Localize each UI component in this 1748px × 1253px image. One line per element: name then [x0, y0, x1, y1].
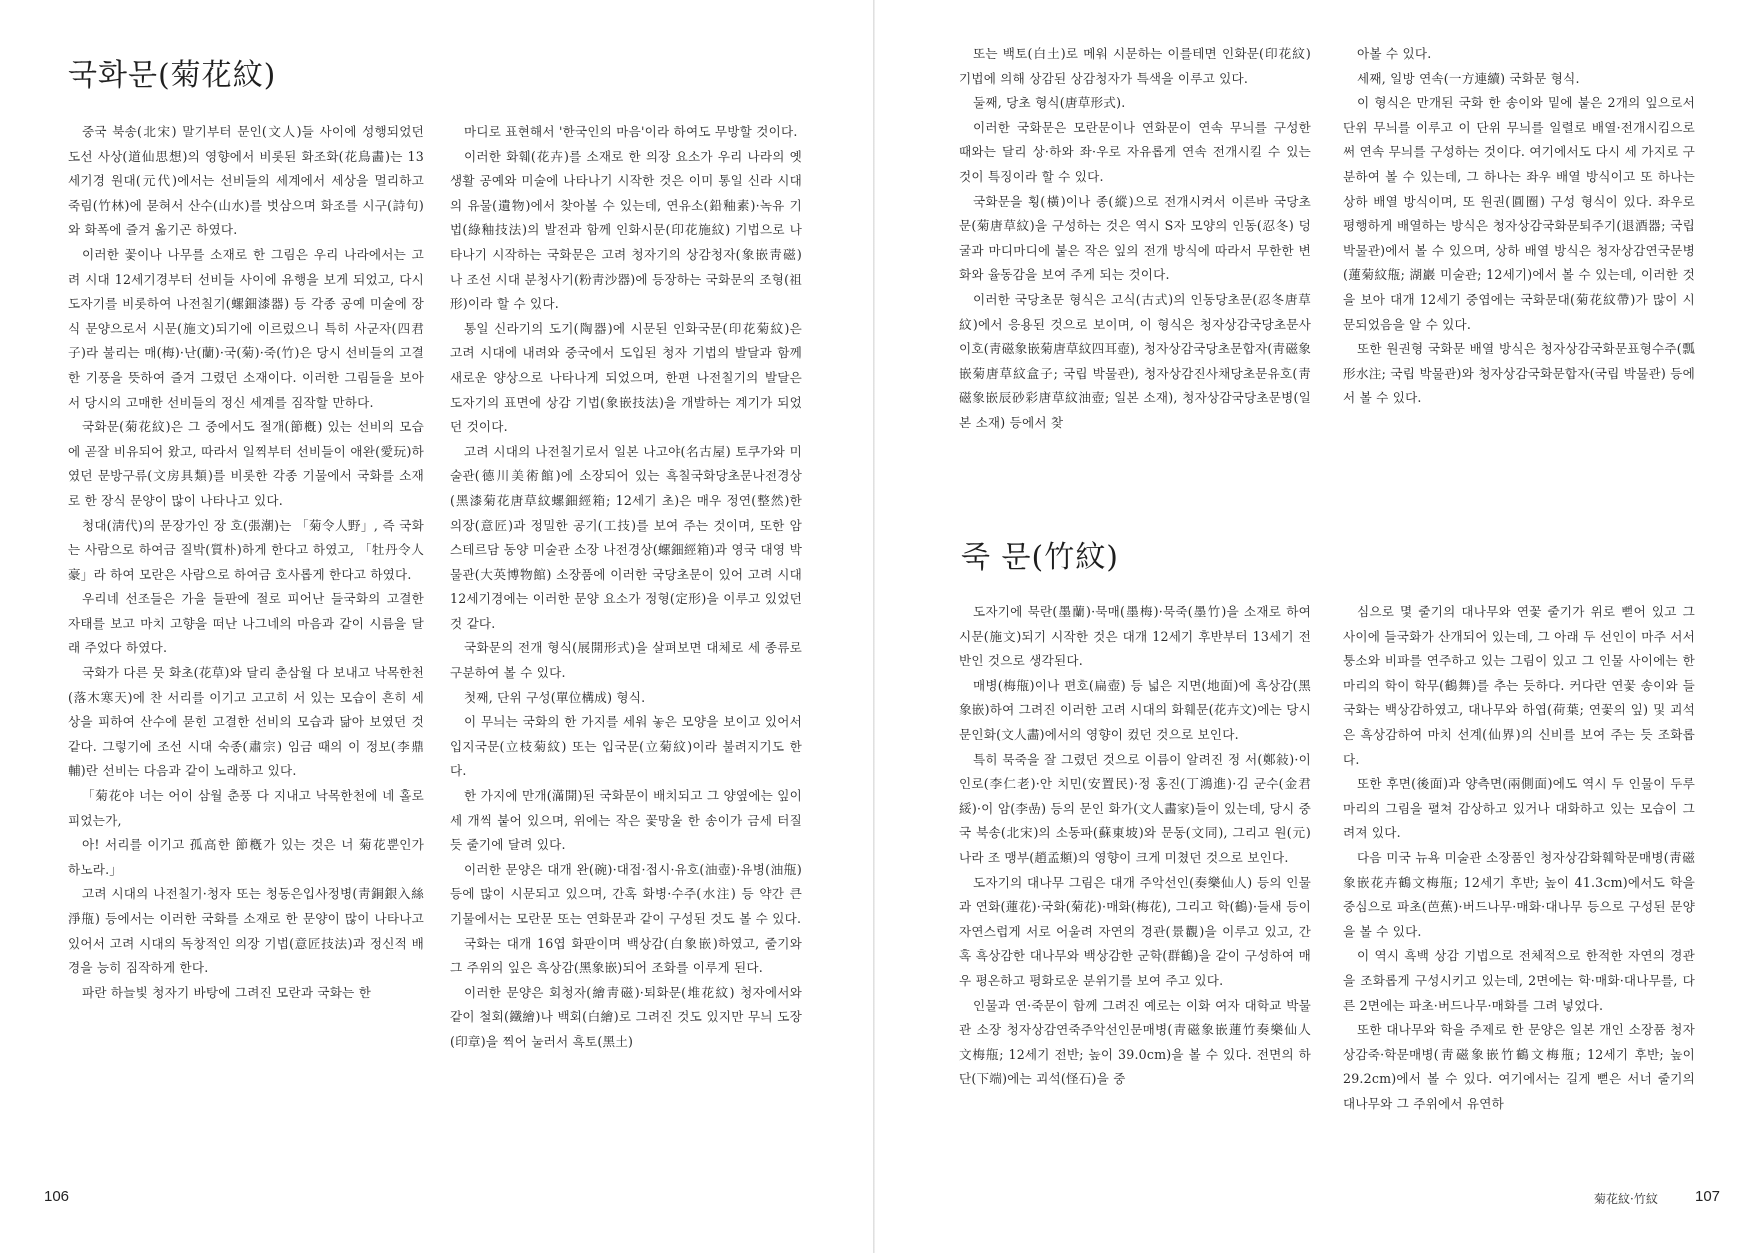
paragraph: 또는 백토(白土)로 메워 시문하는 이를테면 인화문(印花紋) 기법에 의해 상감된 상감청자가 특색을 이루고 있다. [959, 46, 1311, 86]
paragraph: 이 형식은 만개된 국화 한 송이와 밑에 붙은 2개의 잎으로서 단위 무늬를 이루고 이 단위 무늬를 일렬로 배열·전개시킴으로써 연속 무늬를 구성하는 것이다. 여기에서도 다시 세 가지로 구분하여 볼 수 있는데, 그 하나는 좌우 배열 방식이고 또 하나는 상하 배열 방식이며, 또 원권(圓圈) 구성 형식이 있다. 좌우로 평행하게 배열하는 방식은 청자상감국화문퇴주기(退酒器; 국립 박물관)에서 볼 수 있으며, 상하 배열 방식은 청자상감연국문병(蓮菊紋甁; 湖巖 미술관; 12세기)에서 볼 수 있는데, 이러한 것을 보아 대개 12세기 중엽에는 국화문대(菊花紋帶)가 많이 시문되었음을 알 수 있다. [1343, 95, 1695, 332]
paragraph: 국화가 다른 뭇 화초(花草)와 달리 춘삼월 다 보내고 낙목한천(落木寒天)에 찬 서리를 이기고 고고히 서 있는 모습이 흔히 세상을 피하여 산수에 묻힌 고결한 선비의 모습과 닮아 보였던 것 같다. 그렇기에 조선 시대 숙종(肅宗) 임금 때의 이 정보(李鼎輔)란 선비는 다음과 같이 노래하고 있다. [68, 665, 424, 779]
paragraph: 이러한 문양은 회청자(繪靑磁)·퇴화문(堆花紋) 청자에서와 같이 철회(鐵繪)나 백회(白繪)로 그려진 것도 있지만 무늬 도장(印章)을 찍어 눌러서 흑토(黑土) [450, 984, 802, 1049]
paragraph: 이 역시 흑백 상감 기법으로 전체적으로 한적한 자연의 경관을 조화롭게 구성시키고 있는데, 2면에는 학·매화·대나무를, 다른 2면에는 파초·버드나무·매화를 그려 넣었다. [1343, 948, 1695, 1013]
right-page [875, 0, 1748, 1253]
paragraph: 국화문의 전개 형식(展開形式)을 살펴보면 대체로 세 종류로 구분하여 볼 수 있다. [450, 640, 802, 681]
paragraph: 이러한 문양은 대개 완(碗)·대접·접시·유호(油壺)·유병(油甁) 등에 많이 시문되고 있으며, 간혹 화병·수주(水注) 등 약간 큰 기물에서는 모란문 또는 연화문과 같이 구성된 것도 볼 수 있다. [450, 861, 802, 926]
paragraph: 중국 북송(北宋) 말기부터 문인(文人)들 사이에 성행되었던 도선 사상(道仙思想)의 영향에서 비롯된 화조화(花鳥畵)는 13세기경 원대(元代)에서는 선비들의 세계에서 세상을 멀리하고 죽림(竹林)에 묻혀서 산수(山水)를 벗삼으며 화조를 시구(詩句)와 화폭에 즐겨 옮기곤 하였다. [68, 124, 424, 238]
right-column-3 [959, 600, 1311, 1160]
paragraph: 도자기에 묵란(墨蘭)·묵매(墨梅)·묵죽(墨竹)을 소재로 하여 시문(施文)되기 시작한 것은 대개 12세기 후반부터 13세기 전반인 것으로 생각된다. [959, 604, 1311, 669]
paragraph: 특히 묵죽을 잘 그렸던 것으로 이름이 알려진 정 서(鄭敍)·이 인로(李仁老)·안 치민(安置民)·정 홍진(丁鴻進)·김 군수(金君綏)·이 암(李嵒) 등의 문인 화가(文人畵家)들이 있는데, 당시 중국 북송(北宋)의 소동파(蘇東坡)와 문동(文同), 그리고 원(元) 나라 조 맹부(趙孟頫)의 영향이 크게 미쳤던 것으로 보인다. [959, 751, 1311, 865]
right-column-1 [959, 42, 1311, 472]
paragraph: 심으로 몇 줄기의 대나무와 연꽃 줄기가 위로 뻗어 있고 그 사이에 들국화가 산개되어 있는데, 그 아래 두 선인이 마주 서서 퉁소와 비파를 연주하고 있는 그림이 있고 그 인물 사이에는 한 마리의 학이 학무(鶴舞)를 추는 듯하다. 커다란 연꽃 송이와 들국화는 백상감하였고, 대나무와 하엽(荷葉; 연꽃의 잎) 및 괴석은 흑상감하여 마치 선계(仙界)의 신비를 보여 주는 듯 조화롭다. [1343, 604, 1695, 767]
paragraph: 도자기의 대나무 그림은 대개 주악선인(奏樂仙人) 등의 인물과 연화(蓮花)·국화(菊花)·매화(梅花), 그리고 학(鶴)·들새 등이 자연스럽게 서로 어울려 자연의 경관(景觀)을 이루고 있고, 간혹 흑상감한 대나무와 백상감한 군학(群鶴)을 같이 구성하여 매우 평온하고 평화로운 분위기를 보여 주고 있다. [959, 874, 1311, 988]
running-head: 菊花紋·竹紋 [1594, 1192, 1658, 1206]
paragraph: 인물과 연·죽문이 함께 그려진 예로는 이화 여자 대학교 박물관 소장 청자상감연죽주악선인문매병(靑磁象嵌蓮竹奏樂仙人文梅甁; 12세기 전반; 높이 39.0cm)을 볼 수 있다. 전면의 하단(下端)에는 괴석(怪石)을 중 [959, 997, 1311, 1087]
paragraph: 국화문을 횡(橫)이나 종(縱)으로 전개시켜서 이른바 국당초문(菊唐草紋)을 구성하는 것은 역시 S자 모양의 인동(忍冬) 덩굴과 마디마디에 붙은 작은 잎의 전개 방식에 따라서 무한한 변화와 율동감을 보여 주게 되는 것이다. [959, 193, 1311, 283]
paragraph: 「菊花야 너는 어이 삼월 춘풍 다 지내고 낙목한천에 네 홀로 피었는가, [68, 788, 424, 828]
paragraph: 국화문(菊花紋)은 그 중에서도 절개(節槪) 있는 선비의 모습에 곧잘 비유되어 왔고, 따라서 일찍부터 선비들이 애완(愛玩)하였던 문방구류(文房具類)를 비롯한 각종 기물에서 국화를 소재로 한 장식 문양이 많이 나타나고 있다. [68, 419, 424, 508]
paragraph: 둘째, 당초 형식(唐草形式). [973, 95, 1126, 111]
section-title-chrysanthemum: 국화문(菊花紋) [68, 58, 277, 93]
paragraph: 마디로 표현해서 '한국인의 마음'이라 하여도 무방할 것이다. [464, 124, 798, 139]
paragraph: 국화는 대개 16엽 화판이며 백상감(白象嵌)하였고, 줄기와 그 주위의 잎은 흑상감(黑象嵌)되어 조화를 이루게 된다. [450, 935, 802, 976]
paragraph: 아볼 수 있다. [1357, 46, 1432, 61]
paragraph: 한 가지에 만개(滿開)된 국화문이 배치되고 그 양옆에는 잎이 세 개씩 붙어 있으며, 위에는 작은 꽃망울 한 송이가 금세 터질 듯 줄기에 달려 있다. [450, 788, 802, 853]
paragraph: 통일 신라기의 도기(陶器)에 시문된 인화국문(印花菊紋)은 고려 시대에 내려와 중국에서 도입된 청자 기법의 발달과 함께 새로운 양상으로 나타나게 되었으며, 한편 나전칠기의 발달은 도자기의 표면에 상감 기법(象嵌技法)을 개발하는 계기가 되었던 것이다. [450, 320, 802, 435]
paragraph: 이러한 꽃이나 나무를 소재로 한 그림은 우리 나라에서는 고려 시대 12세기경부터 선비들 사이에 유행을 보게 되었고, 다시 도자기를 비롯하여 나전칠기(螺鈿漆器) 등 각종 공예 미술에 장식 문양으로서 시문(施文)되기에 이르렀으니 특히 사군자(四君子)라 불리는 매(梅)·난(蘭)·국(菊)·죽(竹)은 당시 선비들의 고결한 기풍을 뜻하여 즐겨 그렸던 소재이다. 이러한 그림들을 보아서 당시의 고매한 선비들의 정신 세계를 짐작할 만하다. [68, 246, 424, 410]
paragraph: 이러한 화훼(花卉)를 소재로 한 의장 요소가 우리 나라의 옛 생활 공예와 미술에 나타나기 시작한 것은 이미 통일 신라 시대의 유물(遺物)에서 찾아볼 수 있는데, 연유소(鉛釉素)·녹유 기법(綠釉技法)의 발전과 함께 인화시문(印花施紋) 기법으로 나타나기 시작하는 국화문은 고려 청자기의 상감청자(象嵌靑磁)나 조선 시대 분청사기(粉靑沙器)에 등장하는 국화문의 조형(祖形)이라 할 수 있다. [450, 148, 802, 312]
paragraph: 다음 미국 뉴욕 미술관 소장품인 청자상감화훼학문매병(靑磁象嵌花卉鶴文梅甁; 12세기 후반; 높이 41.3cm)에서도 학을 중심으로 파초(芭蕉)·버드나무·매화·대나무 등으로 구성된 문양을 볼 수 있다. [1343, 849, 1695, 939]
right-column-2 [1343, 42, 1695, 472]
left-column-2 [450, 120, 802, 1080]
left-page [0, 0, 873, 1253]
paragraph: 이러한 국화문은 모란문이나 연화문이 연속 무늬를 구성한 때와는 달리 상·하와 좌·우로 자유롭게 연속 전개시킬 수 있는 것이 특징이라 할 수 있다. [959, 119, 1311, 184]
left-column-1 [68, 120, 424, 1080]
paragraph: 우리네 선조들은 가을 들판에 절로 피어난 들국화의 고결한 자태를 보고 마치 고향을 떠난 나그네의 마음과 같이 시름을 달래 주었다 하였다. [68, 591, 424, 656]
page-number-left: 106 [44, 1188, 70, 1205]
page-number-right: 107 [1695, 1188, 1721, 1205]
paragraph: 아! 서리를 이기고 孤高한 節槪가 있는 것은 너 菊花뿐인가 하노라.」 [68, 837, 424, 877]
paragraph: 또한 후면(後面)과 양측면(兩側面)에도 역시 두 인물이 두루마리의 그림을 펼쳐 감상하고 있거나 대화하고 있는 모습이 그려져 있다. [1343, 776, 1695, 841]
paragraph: 파란 하늘빛 청자기 바탕에 그려진 모란과 국화는 한 [82, 984, 372, 1000]
paragraph: 이러한 국당초문 형식은 고식(古式)의 인동당초문(忍冬唐草紋)에서 응용된 것으로 보이며, 이 형식은 청자상감국당초문사이호(靑磁象嵌菊唐草紋四耳壺), 청자상감국당초문합자(靑磁象嵌菊唐草紋盒子; 국립 박물관), 청자상감진사채당초문유호(靑磁象嵌辰砂彩唐草紋油壺; 일본 소재), 청자상감국당초문병(일본 소재) 등에서 찾 [959, 291, 1311, 430]
paragraph: 고려 시대의 나전칠기로서 일본 나고야(名古屋) 토쿠가와 미술관(德川美術館)에 소장되어 있는 흑칠국화당초문나전경상(黑漆菊花唐草紋螺鈿經箱; 12세기 초)은 매우 정연(整然)한 의장(意匠)과 정밀한 공기(工技)를 보여 주는 것이며, 또한 암스테르담 동양 미술관 소장 나전경상(螺鈿經箱)과 영국 대영 박물관(大英博物館) 소장품에 이러한 국당초문이 있어 고려 시대 12세기경에는 이러한 문양 요소가 정형(定形)을 이루고 있었던 것 같다. [450, 443, 802, 631]
paragraph: 청대(淸代)의 문장가인 장 호(張潮)는 「菊令人野」, 즉 국화는 사람으로 하여금 질박(質朴)하게 한다고 하였고, 「牡丹令人豪」라 하여 모란은 사람으로 하여금 호사롭게 한다고 하였다. [68, 517, 424, 582]
paragraph: 세째, 일방 연속(一方連續) 국화문 형식. [1357, 70, 1580, 86]
paragraph: 첫째, 단위 구성(單位構成) 형식. [464, 689, 646, 705]
paragraph: 고려 시대의 나전칠기·청자 또는 청동은입사정병(靑銅銀入絲淨甁) 등에서는 이러한 국화를 소재로 한 문양이 많이 나타나고 있어서 고려 시대의 독창적인 의장 기법(意匠技法)과 정신적 배경을 능히 짐작하게 한다. [68, 886, 424, 976]
right-column-4 [1343, 600, 1695, 1160]
paragraph: 매병(梅甁)이나 편호(扁壺) 등 넓은 지면(地面)에 흑상감(黑象嵌)하여 그려진 이러한 고려 시대의 화훼문(花卉文)에는 당시 문인화(文人畵)에서의 영향이 컸던 것으로 보인다. [959, 677, 1311, 742]
section-title-bamboo: 죽 문(竹紋) [961, 540, 1119, 575]
paragraph: 또한 대나무와 학을 주제로 한 문양은 일본 개인 소장품 청자상감죽·학문매병(靑磁象嵌竹鶴文梅甁; 12세기 후반; 높이 29.2cm)에서 볼 수 있다. 여기에서는 길게 뻗은 서너 줄기의 대나무와 그 주위에서 유연하 [1343, 1022, 1695, 1111]
paragraph: 이 무늬는 국화의 한 가지를 세워 놓은 모양을 보이고 있어서 입지국문(立枝菊紋) 또는 입국문(立菊紋)이라 불려지기도 한다. [450, 714, 802, 779]
paragraph: 또한 원권형 국화문 배열 방식은 청자상감국화문표형수주(瓢形水注; 국립 박물관)와 청자상감국화문합자(국립 박물관) 등에서 볼 수 있다. [1343, 341, 1695, 406]
